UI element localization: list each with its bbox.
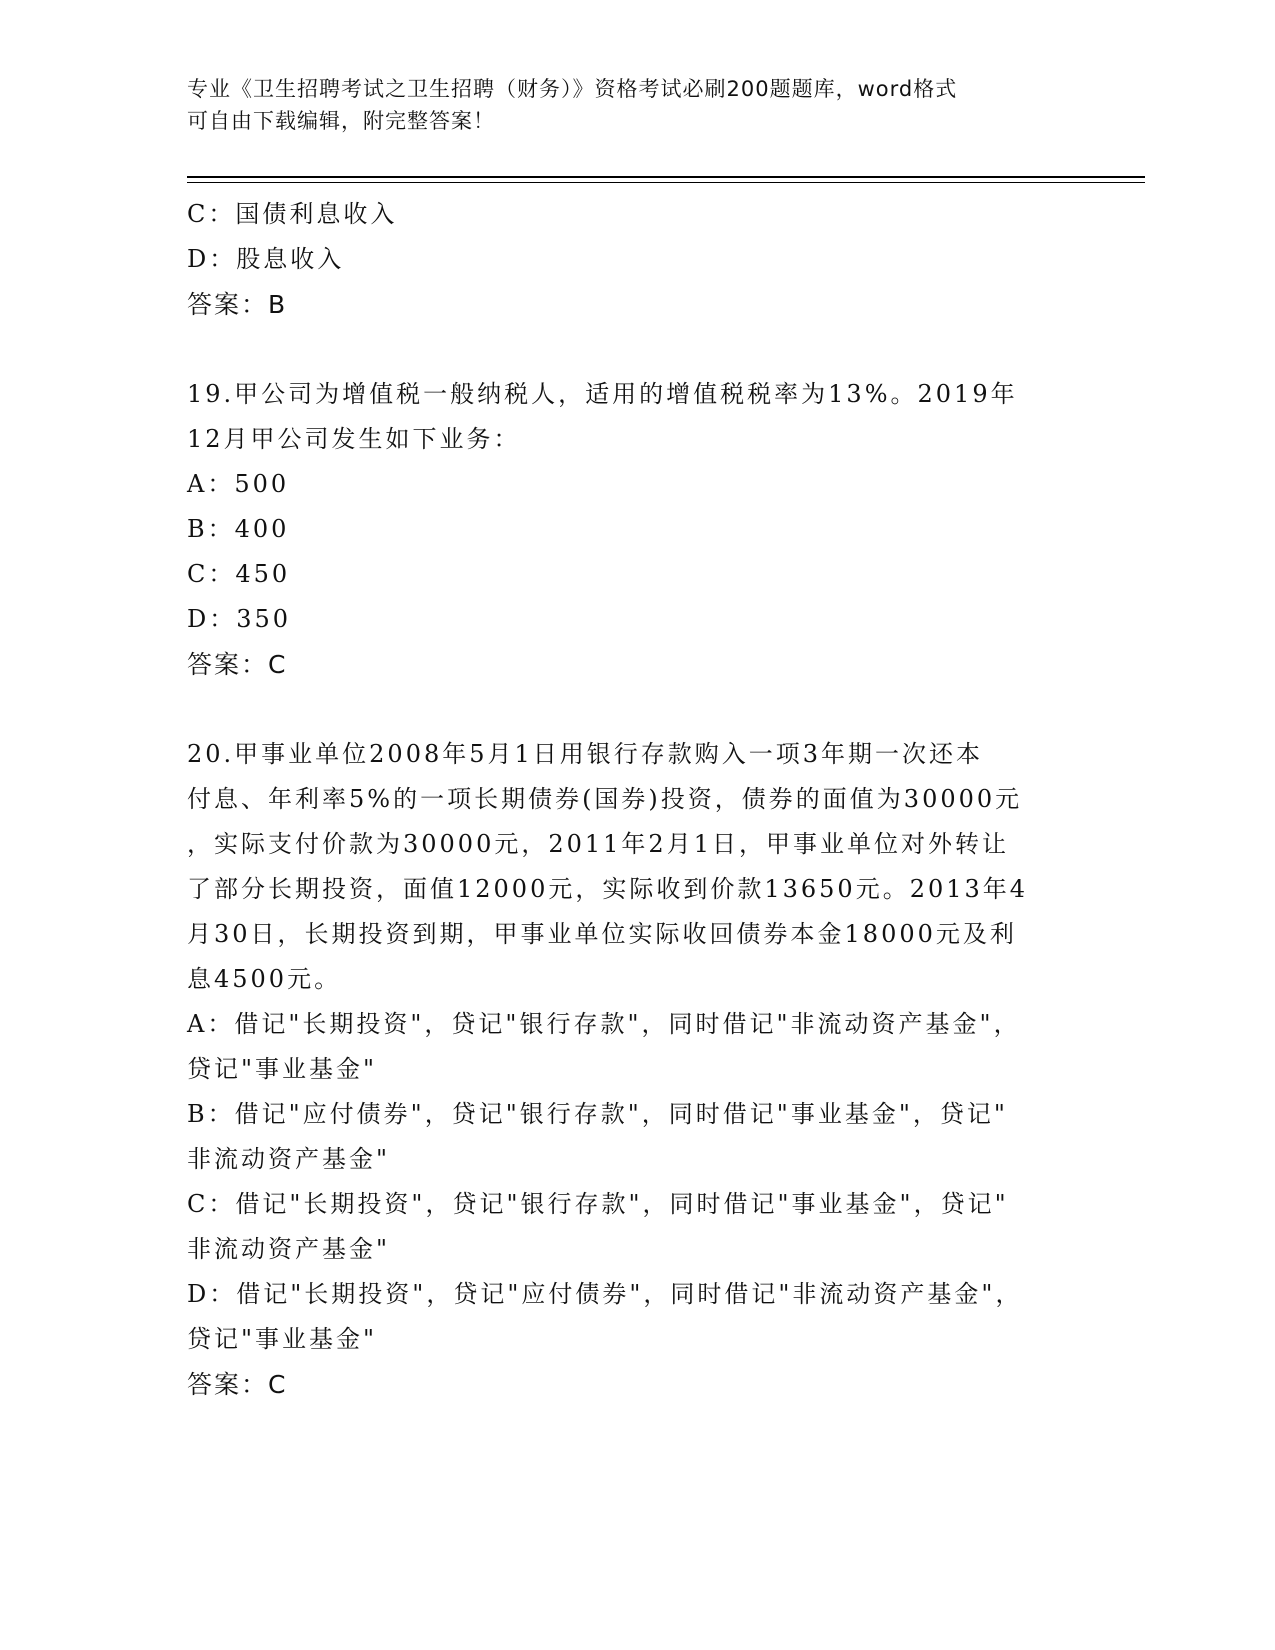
option-c-continued: 非流动资产基金": [187, 1235, 391, 1263]
answer: 答案：C: [187, 650, 288, 679]
document-header: [187, 73, 1067, 137]
option-c: C：450: [187, 560, 291, 588]
option-a-continued: 贷记"事业基金": [187, 1055, 378, 1083]
spacer: [187, 687, 1067, 732]
question-stem-line: ，实际支付价款为30000元，2011年2月1日，甲事业单位对外转让: [187, 830, 1009, 858]
option-d: D：股息收入: [187, 245, 345, 273]
question-stem-line: 付息、年利率5%的一项长期债券(国券)投资，债券的面值为30000元: [187, 785, 1023, 813]
option-b: B：借记"应付债券"，贷记"银行存款"，同时借记"事业基金"，贷记": [187, 1100, 1008, 1128]
answer: 答案：B: [187, 290, 288, 319]
question-stem-line: 20.甲事业单位2008年5月1日用银行存款购入一项3年期一次还本: [187, 740, 984, 768]
question-stem-line: 息4500元。: [187, 965, 342, 993]
option-d: D：350: [187, 605, 292, 633]
question-20: [187, 732, 1067, 1407]
option-c: C：国债利息收入: [187, 200, 398, 228]
question-18-tail: [187, 192, 1067, 327]
option-d-continued: 贷记"事业基金": [187, 1325, 378, 1353]
header-rule-thin: [187, 182, 1145, 183]
option-b-continued: 非流动资产基金": [187, 1145, 391, 1173]
question-stem-line: 了部分长期投资，面值12000元，实际收到价款13650元。2013年4: [187, 875, 1029, 903]
question-19: [187, 372, 1067, 687]
question-stem-line: 12月甲公司发生如下业务：: [187, 425, 521, 453]
question-stem-line: 19.甲公司为增值税一般纳税人，适用的增值税税率为13%。2019年: [187, 380, 1018, 408]
option-a: A：借记"长期投资"，贷记"银行存款"，同时借记"非流动资产基金"，: [187, 1010, 1021, 1038]
question-stem-line: 月30日，长期投资到期，甲事业单位实际收回债券本金18000元及利: [187, 920, 1017, 948]
option-a: A：500: [187, 470, 290, 498]
option-d: D：借记"长期投资"，贷记"应付债券"，同时借记"非流动资产基金"，: [187, 1280, 1023, 1308]
option-c: C：借记"长期投资"，贷记"银行存款"，同时借记"事业基金"，贷记": [187, 1190, 1009, 1218]
answer: 答案：C: [187, 1370, 288, 1399]
header-rule-thick: [187, 176, 1145, 178]
header-line-1: 专业《卫生招聘考试之卫生招聘（财务）》资格考试必刷200题题库，word格式: [187, 77, 958, 101]
option-b: B：400: [187, 515, 290, 543]
document-body: [187, 192, 1067, 1407]
header-line-2: 可自由下载编辑，附完整答案！: [187, 109, 495, 133]
spacer: [187, 327, 1067, 372]
